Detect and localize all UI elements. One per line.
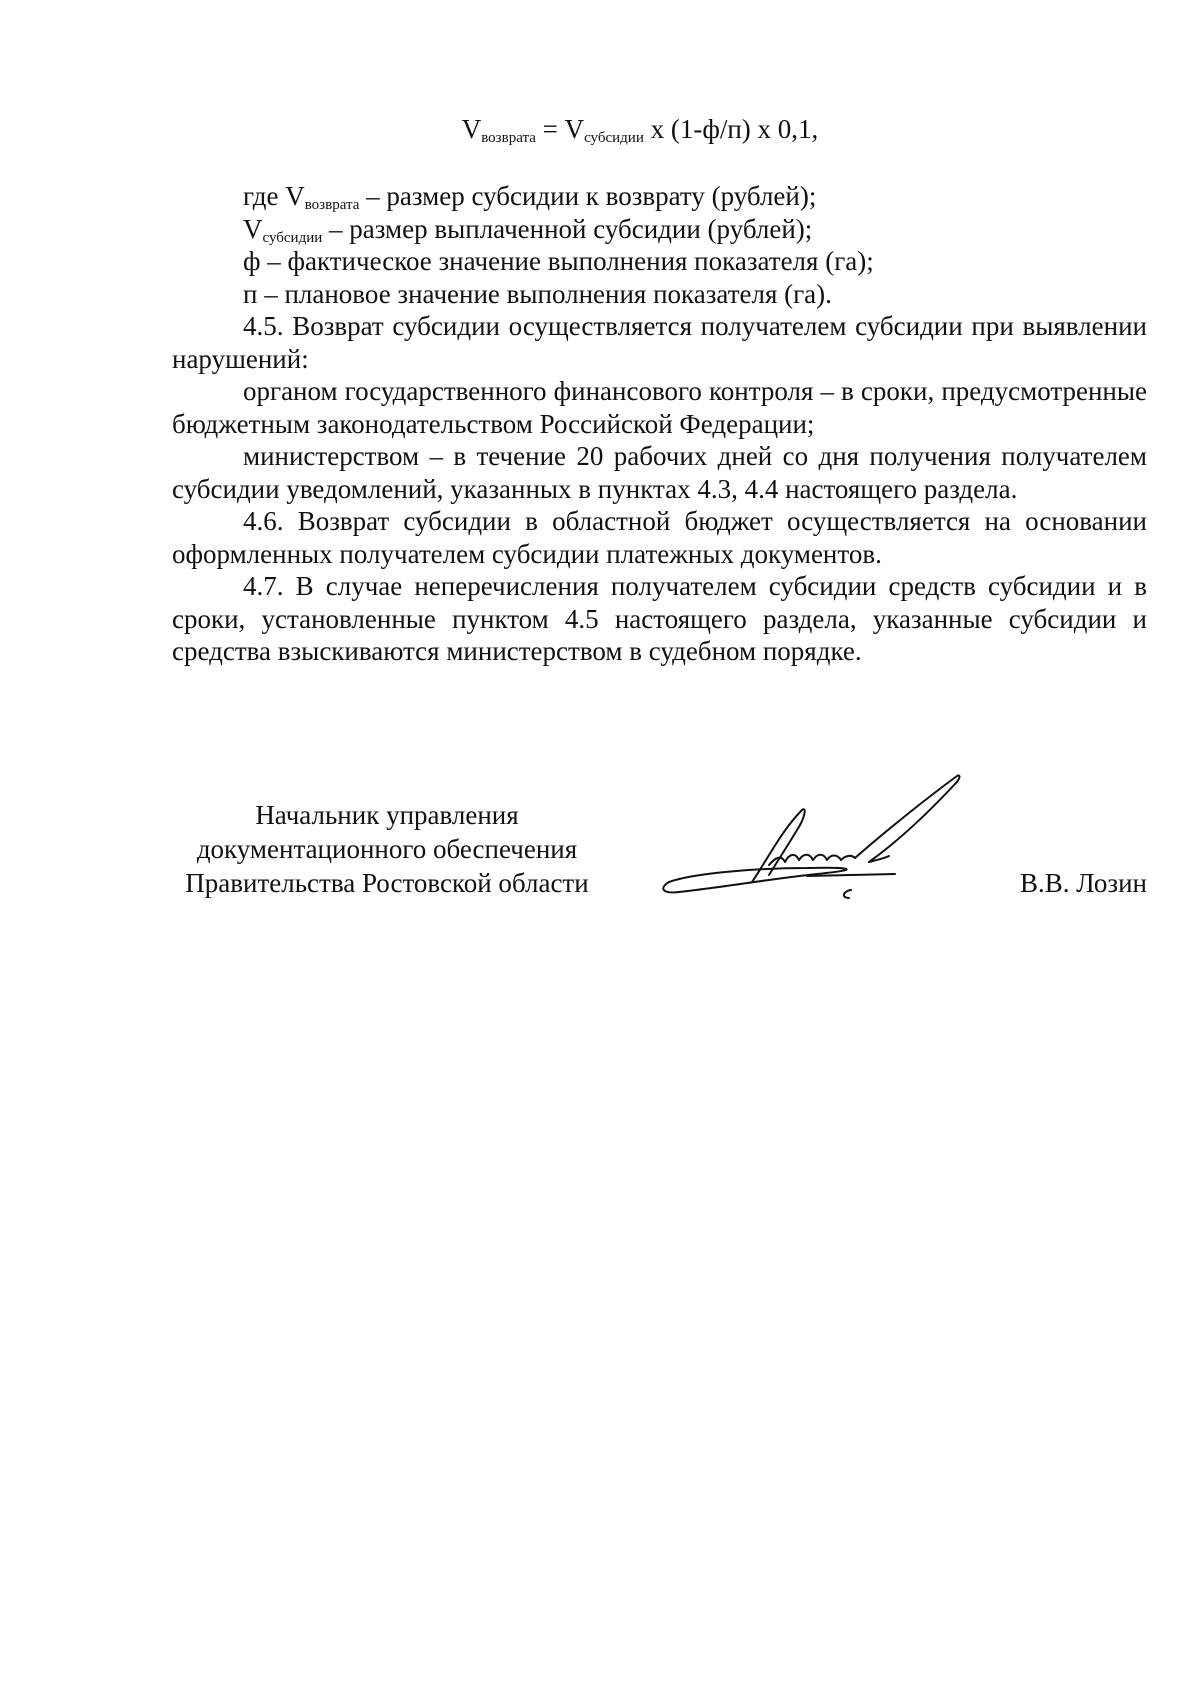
position-line-3: Правительства Ростовской области bbox=[185, 868, 589, 898]
def1-sub: возврата bbox=[304, 197, 360, 213]
formula-sub-subsidy: субсидии bbox=[584, 130, 644, 146]
def1-pre: где V bbox=[243, 181, 305, 211]
def1-post: – размер субсидии к возврату (рублей); bbox=[359, 181, 817, 211]
definition-f: ф – фактическое значение выполнения показателя (га); bbox=[243, 246, 874, 276]
formula-equals: = V bbox=[535, 114, 585, 144]
definition-v-subsidy bbox=[172, 213, 1147, 246]
paragraph-4-5-control-body: органом государственного финансового контроля – в сроки, предусмотренные бюджетным законодательством Российской Федерации; bbox=[172, 376, 1147, 439]
return-formula bbox=[0, 112, 1200, 146]
formula-v: V bbox=[461, 114, 482, 144]
def2-post: – размер выплаченной субсидии (рублей); bbox=[322, 213, 813, 244]
handwritten-signature bbox=[657, 770, 987, 920]
position-line-2: документационного обеспечения bbox=[196, 834, 578, 864]
definition-v-return bbox=[172, 180, 1147, 213]
signatory-name: В.В. Лозин bbox=[1020, 868, 1147, 898]
definition-p: п – плановое значение выполнения показателя (га). bbox=[243, 278, 832, 309]
formula-sub-return: возврата bbox=[481, 130, 536, 146]
position-line-1: Начальник управления bbox=[255, 800, 519, 830]
paragraph-4-5: 4.5. Возврат субсидии осуществляется получателем субсидии при выявлении нарушений: bbox=[172, 311, 1147, 374]
paragraph-4-6: 4.6. Возврат субсидии в областной бюджет осуществляется на основании оформленных получателем субсидии платежных документов. bbox=[172, 506, 1147, 569]
signature-block bbox=[172, 798, 1147, 938]
document-body bbox=[172, 180, 1147, 668]
def2-sub: субсидии bbox=[262, 229, 323, 246]
paragraph-4-7: 4.7. В случае неперечисления получателем субсидии средств субсидии и в сроки, установленные пунктом 4.5 настоящего раздела, указанные субсидии и средства взыскиваются министерством в судебном порядке. bbox=[172, 571, 1147, 666]
formula-rest: x (1-ф/п) x 0,1, bbox=[643, 114, 819, 144]
paragraph-4-5-ministry: министерством – в течение 20 рабочих дней со дня получения получателем субсидии уведомлений, указанных в пунктах 4.3, 4.4 настоящего раздела. bbox=[172, 441, 1147, 504]
def2-pre: V bbox=[243, 213, 263, 244]
signatory-position bbox=[172, 798, 602, 900]
